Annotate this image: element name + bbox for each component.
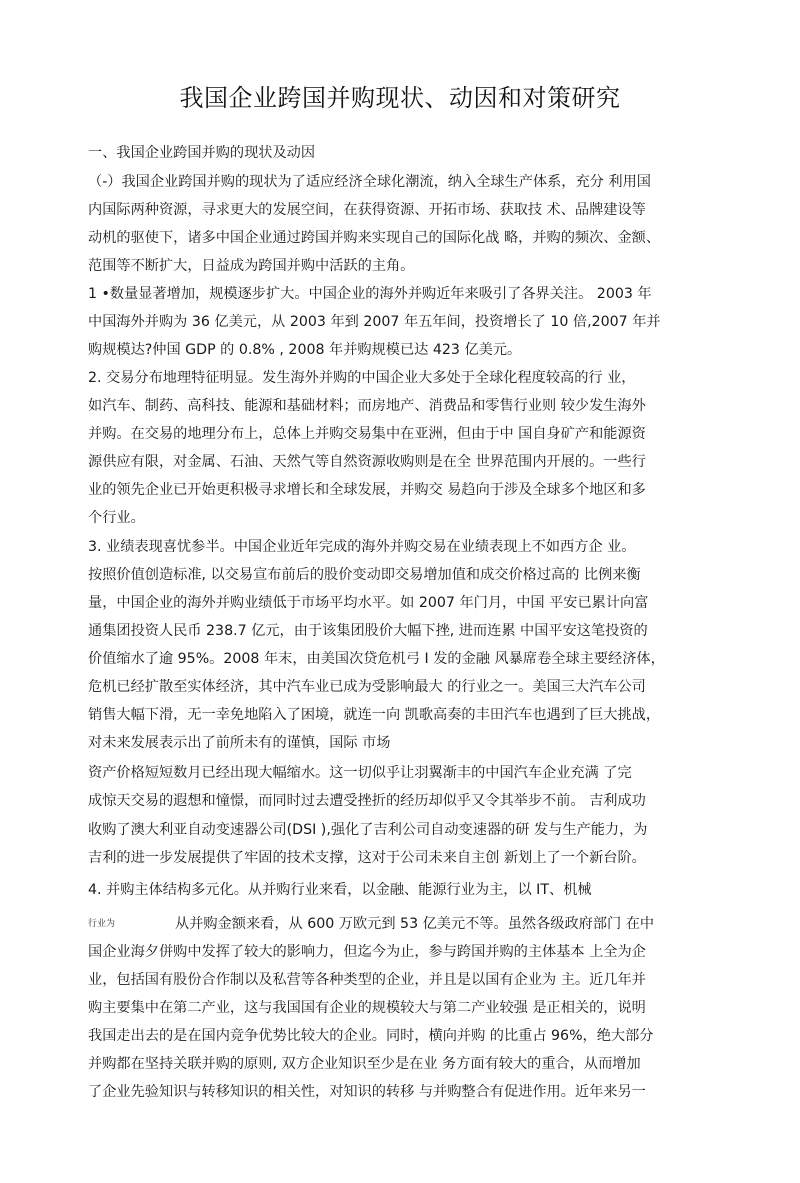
text-line: 按照价值创造标准, 以交易宣布前后的股价变动即交易增加值和成交价格过高的 比例来衡 (88, 567, 641, 583)
text-line: 对未来发展表示出了前所未有的谨慎，国际 市场 (88, 735, 391, 751)
text-line: 吉利的进一步发展提供了牢固的技术支撑，这对于公司未来自主创 新划上了一个新台阶。 (88, 850, 646, 866)
text-line: 了企业先验知识与转移知识的相关性，对知识的转移 与并购整合有促进作用。近年来另一 (88, 1084, 646, 1100)
text-line: 范围等不断扩大，日益成为跨国并购中活跃的主角。 (88, 258, 415, 274)
text-line: 我国走出去的是在国内竞争优势比较大的企业。同时，横向并购 的比重占 96%，绝大部分 (88, 1028, 654, 1044)
text-line: 中国海外并购为 36 亿美元，从 2003 年到 2007 年五年间，投资增长了 10 倍,2007 年并 (88, 314, 661, 330)
text-line: 销售大幅下滑，无一幸免地陷入了困境，就连一向 凯歌高奏的丰田汽车也遇到了巨大挑战， (88, 707, 661, 723)
text-line: 危机已经扩散至实体经济，其中汽车业已成为受影响最大 的行业之一。美国三大汽车公司 (88, 679, 646, 695)
text-line: 并购都在坚持关联并购的原则, 双方企业知识至少是在业 务方面有较大的重合，从而增加 (88, 1056, 641, 1072)
side-label: 行业为 (88, 919, 116, 929)
text-line: 购规模达?仲国 GDP 的 0.8% , 2008 年并购规模已达 423 亿美元。 (88, 342, 522, 358)
text-line: 2. 交易分布地理特征明显。发生海外并购的中国企业大多处于全球化程度较高的行 业， (88, 370, 636, 386)
text-line: 国企业海夕併购中发挥了较大的影响力，但迄今为止，参与跨国并购的主体基本 上全为企 (88, 944, 646, 960)
text-line: 动机的驱使下，诸多中国企业通过跨国并购来实现自己的国际化战 略，并购的频次、金额、 (88, 230, 661, 246)
text-line: 1 •数量显著增加，规模逐步扩大。中国企业的海外并购近年来吸引了各界关注。 2003 年 (88, 286, 652, 302)
text-line: 成惊天交易的遐想和憧憬，而同时过去遭受挫折的经历却似乎又令其举步不前。 吉利成功 (88, 793, 646, 809)
text-line: 通集团投资人民币 238.7 亿元，由于该集团股价大幅下挫, 进而连累 中国平安这笔投资的 (88, 623, 648, 639)
text-line: （-）我国企业跨国并购的现状为了适应经济全球化潮流，纳入全球生产体系，充分 利用国 (88, 174, 651, 190)
section-heading: 一、我国企业跨国并购的现状及动因 (88, 145, 316, 161)
text-line: 如汽车、制药、高科技、能源和基础材料；而房地产、消费品和零售行业则 较少发生海外 (88, 398, 646, 414)
text-line: 源供应有限，对金属、石油、天然气等自然资源收购则是在全 世界范围内开展的。一些行 (88, 454, 646, 470)
text-line: 个行业。 (88, 510, 145, 526)
document-title: 我国企业跨国并购现状、动因和对策研究 (179, 84, 621, 112)
text-line: 并购。在交易的地理分布上，总体上并购交易集中在亚洲，但由于中 国自身矿产和能源资 (88, 426, 646, 442)
text-line: 购主要集中在第二产业，这与我国国有企业的规模较大与第二产业较强 是正相关的，说明 (88, 1000, 646, 1016)
text-line: 业，包括国有股份合作制以及私营等各种类型的企业，并且是以国有企业为 主。近几年并 (88, 972, 646, 988)
text-line: 收购了澳大利亚自动变速器公司(DSI ),强化了吉利公司自动变速器的研 发与生产能力，为 (88, 822, 648, 838)
text-line: 业的领先企业已开始更积极寻求增长和全球发展，并购交 易趋向于涉及全球多个地区和多 (88, 482, 646, 498)
text-line: 3. 业绩表现喜忧参半。中国企业近年完成的海外并购交易在业绩表现上不如西方企 业。 (88, 539, 636, 555)
text-line: 量，中国企业的海外并购业绩低于市场平均水平。如 2007 年门月，中国 平安已累计向富 (88, 595, 649, 611)
text-line: 从并购金额来看，从 600 万欧元到 53 亿美元不等。虽然各级政府部门 在中 (175, 916, 655, 932)
text-line: 资产价格短短数月已经出现大幅缩水。这一切似乎让羽翼渐丰的中国汽车企业充满 了完 (88, 765, 632, 781)
text-line: 内国际两种资源，寻求更大的发展空间，在获得资源、开拓市场、获取技 术、品牌建设等 (88, 202, 646, 218)
text-line: 4. 并购主体结构多元化。从并购行业来看，以金融、能源行业为主，以 IT、机械 (88, 882, 592, 898)
text-line: 价值缩水了逾 95%。2008 年末，由美国次贷危机弓 I 发的金融 风暴席卷全球主要经济体， (88, 651, 665, 667)
